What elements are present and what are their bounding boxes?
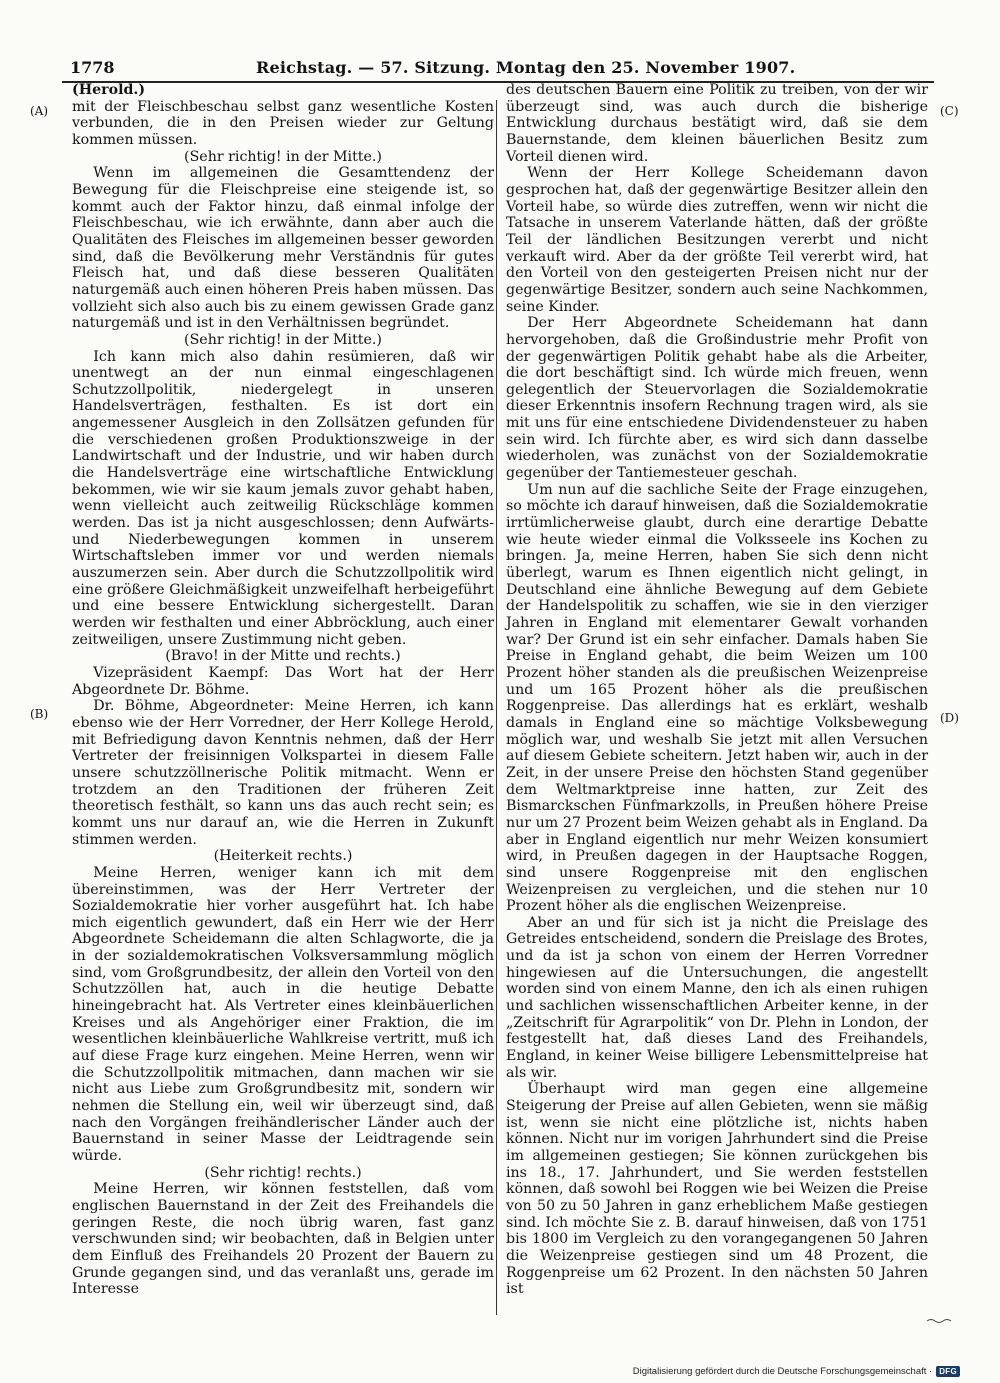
running-header (70, 58, 932, 82)
paragraph: Der Herr Abgeordnete Scheidemann hat dann hervorgehoben, daß die Großindustrie mehr Profit von der gegenwärtigen Politik gehabt habe als die Arbeiter, die dort beschäftigt sind. Ich würde mich freuen, wenn gelegentlich der Steuervorlagen die Sozialdemokratie dieser Erkenntnis insofern Rechnung tragen wird, als sie mit uns für eine entschiedene Dividendensteuer zu haben sein wird. Ich fürchte aber, es wird sich dann dasselbe wiederholen, was zunächst von der Sozialdemokratie gegenüber der Tantiemesteuer geschah. (506, 315, 928, 482)
paragraph: des deutschen Bauern eine Politik zu treiben, von der wir überzeugt sind, was auch durch die bisherige Entwicklung durchaus bestätigt wird, daß sie dem Bauernstande, dem kleinen bäuerlichen Besitz zum Vorteil dienen wird. (506, 82, 928, 165)
margin-marker-d: (D) (940, 711, 959, 725)
interjection: (Heiterkeit rechts.) (213, 848, 353, 865)
end-flourish (926, 1318, 952, 1324)
paragraph: Ich kann mich also dahin resümieren, daß wir unentwegt an der nun einmal eingeschlagenen Schutzzollpolitik, niedergelegt in unseren Handelsverträgen, festhalten. Es ist dort ein angemessener Ausgleich in den Zollsätzen gefunden für die verschiedenen großen Produktionszweige in der Landwirtschaft und der Industrie, und wir haben durch die Handelsverträge eine wirtschaftliche Entwicklung bekommen, wie wir sie kaum jemals zuvor gehabt haben, wenn vielleicht auch zeitweilig Rückschläge kommen werden. Das ist ja nicht ausgeschlossen; denn Aufwärts- und Niederbewegungen kommen in unserem Wirtschaftsleben immer vor und werden niemals auszumerzen sein. Aber durch die Schutzzollpolitik wird eine größere Gleichmäßigkeit unzweifelhaft herbeigeführt und eine bessere Entwicklung sichergestellt. Daran werden wir festhalten und einer Abbröcklung, auch einer zeitweiligen, unsere Zustimmung nicht geben. (72, 348, 494, 648)
footer-credit-text: Digitalisierung gefördert durch die Deutsche Forschungsgemeinschaft · (632, 1366, 933, 1377)
margin-marker-c: (C) (940, 104, 959, 118)
speaker-heading: (Herold.) (72, 82, 146, 98)
paragraph: Überhaupt wird man gegen eine allgemeine Steigerung der Preise auf allen Gebieten, wenn sie mäßig ist, wenn sie nicht eine plötzliche ist, nichts haben können. Nicht nur im vorigen Jahrhundert sind die Preise im allgemeinen gestiegen; Sie können zurückgehen bis ins 18., 17. Jahrhundert, und Sie werden feststellen können, daß sowohl bei Roggen wie bei Weizen die Preise von 50 zu 50 Jahren in ganz erheblichem Maße gestiegen sind. Ich möchte Sie z. B. darauf hinweisen, daß von 1751 bis 1800 im Vergleich zu den vorangegangenen 50 Jahren die Weizenpreise gestiegen sind um 48 Prozent, die Roggenpreise um 62 Prozent. In den nächsten 50 Jahren ist (506, 1081, 928, 1298)
left-column (72, 82, 494, 1298)
interjection: (Sehr richtig! in der Mitte.) (184, 331, 382, 348)
running-title: Reichstag. — 57. Sitzung. Montag den 25. November 1907. (256, 58, 796, 77)
right-column (506, 82, 928, 1298)
footer-credit (633, 1366, 960, 1377)
column-divider (496, 100, 497, 1315)
paragraph: Wenn der Herr Kollege Scheidemann davon gesprochen hat, daß der gegenwärtige Besitzer allein den Vorteil habe, so würde dies zutreffen, wenn wir nicht die Tatsache in unserem Vaterlande hätten, daß der größte Teil der ländlichen Besitzungen vererbt und nicht verkauft wird. Aber da der größte Teil vererbt wird, hat den Vorteil von den gesteigerten Preisen nicht nur der gegenwärtige Besitzer, sondern auch seine Nachkommen, seine Kinder. (506, 165, 928, 315)
margin-marker-b: (B) (30, 707, 49, 721)
interjection: (Sehr richtig! in der Mitte.) (184, 148, 382, 165)
paragraph: Um nun auf die sachliche Seite der Frage einzugehen, so möchte ich darauf hinweisen, daß die Sozialdemokratie irrtümlicherweise glaubt, durch eine derartige Debatte wie heute wieder einmal die Volksseele ins Kochen zu bringen. Ja, meine Herren, haben Sie sich denn nicht überlegt, warum es Ihnen eigentlich nicht gelingt, in Deutschland eine ähnliche Bewegung auf dem Gebiete der Handelspolitik zu schaffen, wie sie in den vierziger Jahren in England mit elementarer Gewalt vorhanden war? Der Grund ist ein sehr einfacher. Damals haben Sie Preise in England gehabt, die beim Weizen um 100 Prozent höher standen als die preußischen Weizenpreise und um 165 Prozent höher als die preußischen Roggenpreise. Das allerdings hat es erklärt, weshalb damals in England eine so mächtige Volksbewegung möglich war, und weshalb Sie jetzt mit allen Versuchen auf diesem Gebiete scheitern. Jetzt haben wir, auch in der Zeit, in der unsere Preise den höchsten Stand gegenüber dem Weltmarktpreise inne hatten, zur Zeit des Bismarckschen Fünfmarkzolls, in Preußen höhere Preise nur um 27 Prozent beim Weizen gehabt als in England. Da aber in England eigentlich nur mehr Weizen konsumiert wird, in Preußen dagegen in der Hauptsache Roggen, sind unsere Roggenpreise mit den englischen Weizenpreisen zu vergleichen, und die stehen nur 10 Prozent höher als die englischen Weizenpreise. (506, 481, 928, 915)
margin-marker-a: (A) (30, 104, 49, 118)
page-number: 1778 (70, 58, 115, 77)
paragraph: Vizepräsident Kaempf: Das Wort hat der Herr Abgeordnete Dr. Böhme. (72, 664, 494, 698)
paragraph: mit der Fleischbeschau selbst ganz wesentliche Kosten verbunden, die in den Preisen wieder zur Geltung kommen müssen. (72, 98, 494, 148)
paragraph: Dr. Böhme, Abgeordneter: Meine Herren, ich kann ebenso wie der Herr Vorredner, der Herr Kollege Herold, mit Befriedigung davon Kenntnis nehmen, daß der Herr Vertreter der freisinnigen Volkspartei in diesem Falle unsere schutzzöllnerische Politik mitmacht. Wenn er trotzdem an den Traditionen der früheren Zeit theoretisch festhält, so kann uns das auch recht sein; es kommt uns nur darauf an, wie die Herren in Zukunft stimmen werden. (72, 698, 494, 848)
interjection: (Sehr richtig! rechts.) (204, 1164, 362, 1181)
paragraph: Wenn im allgemeinen die Gesamttendenz der Bewegung für die Fleischpreise eine steigende ist, so kommt auch der Faktor hinzu, daß einmal infolge der Fleischbeschau, wie ich erwähnte, dann aber auch die Qualitäten des Fleisches im allgemeinen besser geworden sind, daß die Bevölkerung mehr Verständnis für gutes Fleisch hat, und daß diese besseren Qualitäten naturgemäß auch einen höheren Preis haben müssen. Das vollzieht sich also auch bis zu einem gewissen Grade ganz naturgemäß und ist in den Verhältnissen begründet. (72, 165, 494, 332)
paragraph: Aber an und für sich ist ja nicht die Preislage des Getreides entscheidend, sondern die Preislage des Brotes, und da ist ja schon von einem der Herren Vorredner hingewiesen auf die Untersuchungen, die angestellt worden sind von einem Manne, den ich als einen ruhigen und sachlichen wissenschaftlichen Arbeiter kenne, in der „Zeitschrift für Agrarpolitik“ von Dr. Plehn in London, der festgestellt hat, daß dieses Land des Freihandels, England, in keiner Weise billigere Lebensmittelpreise hat als wir. (506, 914, 928, 1081)
interjection: (Bravo! in der Mitte und rechts.) (165, 648, 401, 665)
paragraph: Meine Herren, weniger kann ich mit dem übereinstimmen, was der Herr Vertreter der Sozialdemokratie hier vorher ausgeführt hat. Ich habe mich eigentlich gewundert, daß ein Herr wie der Herr Abgeordnete Scheidemann die alten Schlagworte, die ja in der sozialdemokratischen Volksversammlung möglich sind, vom Großgrundbesitz, der allein den Vorteil von den Schutzzöllen hat, auch in die heutige Debatte hineingebracht hat. Als Vertreter eines kleinbäuerlichen Kreises und als Angehöriger einer Fraktion, die im wesentlichen kleinbäuerliche Wahlkreise vertritt, muß ich auf diese Frage kurz eingehen. Meine Herren, wenn wir die Schutzzollpolitik mitmachen, dann machen wir sie nicht aus Liebe zum Großgrundbesitz mit, sondern wir nehmen die Stellung ein, weil wir überzeugt sind, daß nach den Vorgängen freihändlerischer Länder auch der Bauernstand in seiner Masse der Leidtragende sein würde. (72, 864, 494, 1164)
paragraph: Meine Herren, wir können feststellen, daß vom englischen Bauernstand in der Zeit des Freihandels die geringen Reste, die noch übrig waren, fast ganz verschwunden sind; wir beobachten, daß in Belgien unter dem Einfluß des Freihandels 20 Prozent der Bauern zu Grunde gegangen sind, und das veranlaßt uns, gerade im Interesse (72, 1181, 494, 1298)
dfg-logo: DFG (936, 1366, 960, 1377)
